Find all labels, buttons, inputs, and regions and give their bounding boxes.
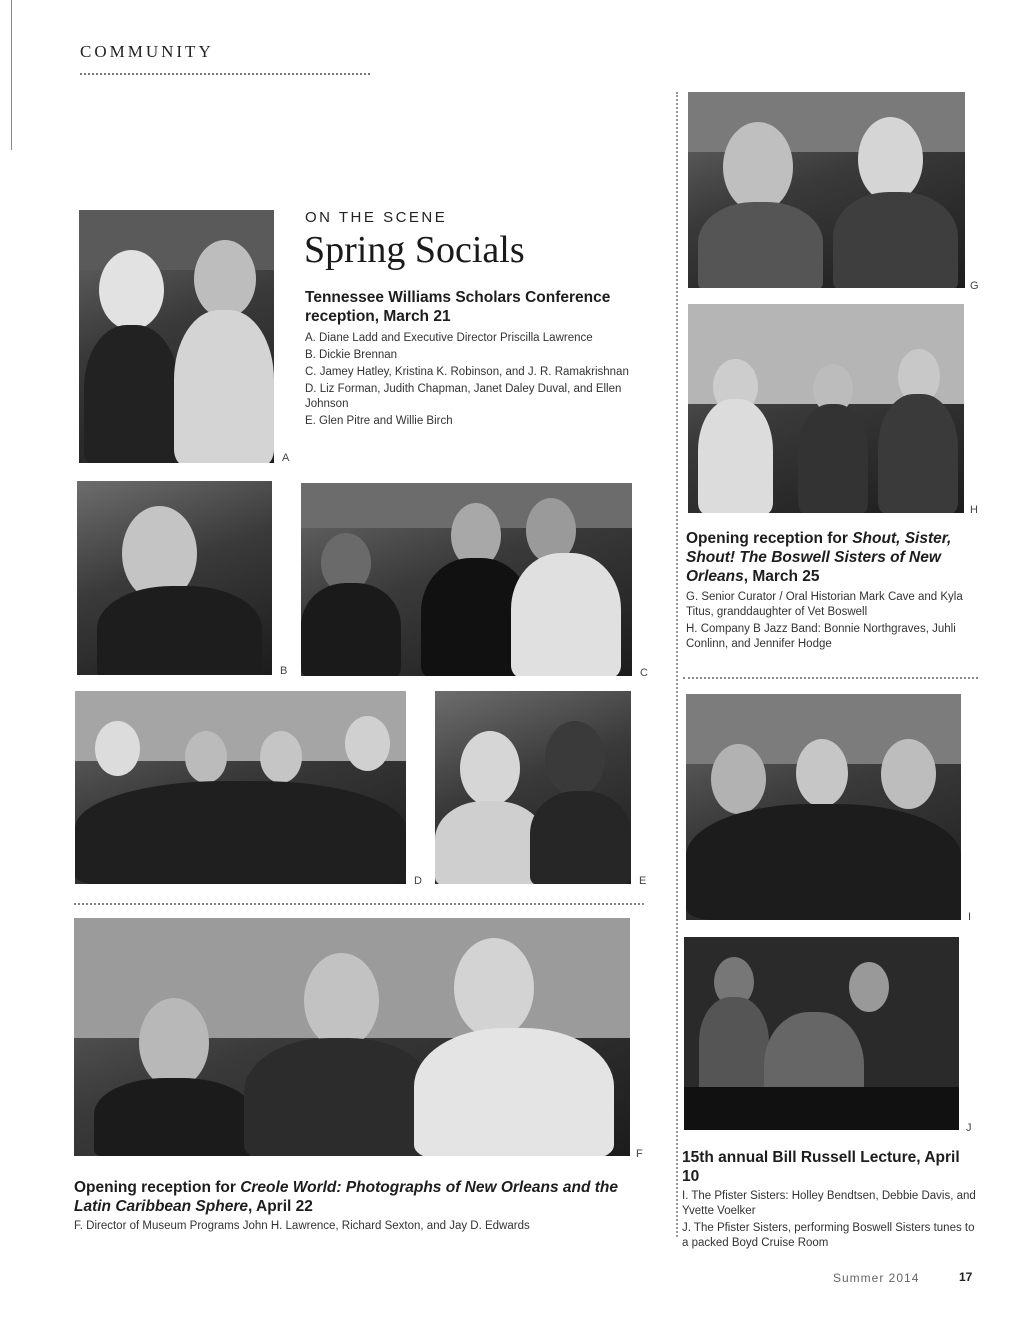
boswell-captions: [686, 590, 971, 652]
creole-captions: [74, 1219, 634, 1234]
boswell-block: [686, 529, 971, 654]
boswell-title-pre: Opening reception for: [686, 530, 853, 547]
margin-line: [11, 0, 12, 150]
photo-e: [435, 691, 631, 884]
kicker: ON THE SCENE: [305, 209, 448, 226]
boswell-title-post: , March 25: [743, 568, 820, 585]
photo-label-i: I: [968, 911, 972, 923]
section-label: COMMUNITY: [80, 42, 214, 61]
photo-g: [688, 92, 965, 288]
caption-b: B. Dickie Brennan: [305, 349, 398, 361]
page-title: Spring Socials: [304, 229, 525, 271]
creole-title-post: , April 22: [247, 1198, 313, 1215]
photo-label-h: H: [970, 504, 978, 516]
boswell-title-em: Shout, Sister, Shout! The Boswell Sisters of New Orleans: [686, 530, 952, 585]
photo-label-b: B: [280, 665, 288, 677]
page-number: 17: [959, 1270, 973, 1284]
photo-d: [75, 691, 406, 884]
photo-j: [684, 937, 959, 1130]
photo-i: [686, 694, 961, 920]
caption-a: A. Diane Ladd and Executive Director Priscilla Lawrence: [305, 332, 593, 344]
russell-block: [682, 1148, 977, 1253]
photo-h: [688, 304, 964, 513]
caption-e: E. Glen Pitre and Willie Birch: [305, 415, 453, 427]
williams-block: [305, 288, 655, 431]
creole-block: [74, 1178, 634, 1236]
photo-b: [77, 481, 272, 675]
right-section-divider: [683, 677, 978, 679]
photo-label-j: J: [966, 1122, 972, 1134]
creole-title-em: Creole World: Photographs of New Orleans and the Latin Caribbean Sphere: [74, 1179, 618, 1215]
column-divider: [676, 92, 678, 1237]
caption-j: J. The Pfister Sisters, performing Boswell Sisters tunes to a packed Boyd Cruise Room: [682, 1222, 975, 1249]
photo-f: [74, 918, 630, 1156]
header-rule: [80, 73, 370, 75]
caption-h: H. Company B Jazz Band: Bonnie Northgraves, Juhli Conlinn, and Jennifer Hodge: [686, 623, 956, 650]
photo-label-c: C: [640, 667, 648, 679]
photo-c: [301, 483, 632, 676]
issue-label: Summer 2014: [833, 1271, 920, 1285]
photo-label-e: E: [639, 875, 647, 887]
caption-f: F. Director of Museum Programs John H. Lawrence, Richard Sexton, and Jay D. Edwards: [74, 1220, 530, 1232]
photo-label-f: F: [636, 1148, 643, 1160]
caption-d: D. Liz Forman, Judith Chapman, Janet Daley Duval, and Ellen Johnson: [305, 383, 622, 410]
creole-title-pre: Opening reception for: [74, 1179, 241, 1196]
williams-captions: [305, 331, 655, 429]
boswell-title: [686, 529, 971, 586]
caption-g: G. Senior Curator / Oral Historian Mark Cave and Kyla Titus, granddaughter of Vet Boswell: [686, 591, 963, 618]
caption-i: I. The Pfister Sisters: Holley Bendtsen, Debbie Davis, and Yvette Voelker: [682, 1190, 976, 1217]
caption-c: C. Jamey Hatley, Kristina K. Robinson, and J. R. Ramakrishnan: [305, 366, 629, 378]
russell-title: 15th annual Bill Russell Lecture, April 10: [682, 1149, 960, 1185]
photo-label-d: D: [414, 875, 422, 887]
left-section-divider: [74, 903, 644, 905]
photo-a: [79, 210, 274, 463]
creole-title: [74, 1178, 634, 1216]
williams-title: Tennessee Williams Scholars Conference reception, March 21: [305, 289, 611, 325]
russell-captions: [682, 1189, 977, 1251]
photo-label-g: G: [970, 280, 979, 292]
photo-label-a: A: [282, 452, 290, 464]
